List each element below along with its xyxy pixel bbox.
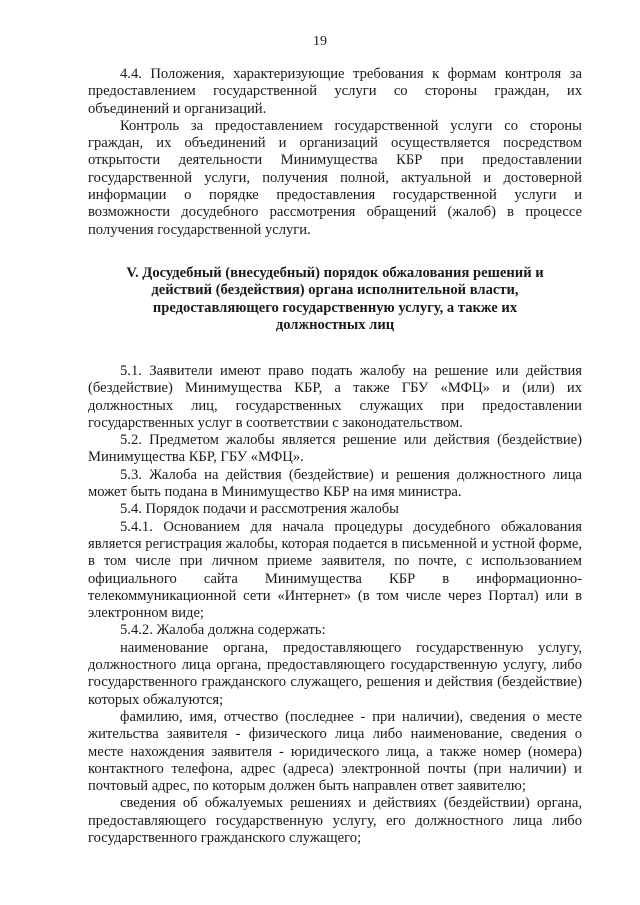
paragraph-control: Контроль за предоставлением государственной услуги со стороны граждан, их объединений и организаций осуществляется посредством открытости деятельности Минимущества КБР при предоставлении государственной услуги, получения полной, актуальной и достоверной информации о порядке предоставления государственной услуги и возможности досудебного рассмотрения обращений (жалоб) в процессе получения государственной услуги. — [88, 117, 582, 238]
paragraph-5-2: 5.2. Предметом жалобы является решение или действия (бездействие) Минимущества КБР, ГБУ «МФЦ». — [88, 432, 582, 466]
paragraph-5-1: 5.1. Заявители имеют право подать жалобу на решение или действия (бездействие) Минимущества КБР, а также ГБУ «МФЦ» и (или) их должностных лиц, государственных служащих при предоставлении государственных услуг в соответствии с законодательством. — [88, 362, 582, 431]
paragraph-5-4-2: 5.4.2. Жалоба должна содержать: — [120, 622, 326, 639]
list-item-applicant-info: фамилию, имя, отчество (последнее - при наличии), сведения о месте жительства заявителя - физического лица либо наименование, сведения о месте нахождения заявителя - юридического лица, а также номер (номера) контактного телефона, адрес (адреса) электронной почты (при наличии) и почтовый адрес, по которым должен быть направлен ответ заявителю; — [88, 708, 582, 795]
section-title: V. Досудебный (внесудебный) порядок обжалования решений и действий (бездействия) органа исполнительной власти, предоставляющего государственную услугу, а также их должностных лиц — [126, 264, 544, 334]
list-item-appealed-decisions: сведения об обжалуемых решениях и действиях (бездействии) органа, предоставляющего государственную услугу, его должностного лица либо государственного гражданского служащего; — [88, 795, 582, 846]
list-item-organ-name: наименование органа, предоставляющего государственную услугу, должностного лица органа, предоставляющего государственную услугу, либо государственного гражданского служащего, решения и действия (бездействие) которых обжалуются; — [88, 639, 582, 708]
paragraph-4-4: 4.4. Положения, характеризующие требования к формам контроля за предоставлением государственной услуги со стороны граждан, их объединений и организаций. — [88, 66, 582, 117]
paragraph-5-4: 5.4. Порядок подачи и рассмотрения жалобы — [120, 501, 399, 518]
paragraph-5-4-1: 5.4.1. Основанием для начала процедуры досудебного обжалования является регистрация жалобы, которая подается в письменной и устной форме, в том числе при личном приеме заявителя, по почте, с использованием официального сайта Минимущества КБР в информационно-телекоммуникационной сети «Интернет» (в том числе через Портал) или в электронном виде; — [88, 518, 582, 622]
page-number: 19 — [313, 34, 327, 49]
document-body — [88, 66, 582, 847]
paragraph-5-3: 5.3. Жалоба на действия (бездействие) и решения должностного лица может быть подана в Минимущество КБР на имя министра. — [88, 466, 582, 501]
